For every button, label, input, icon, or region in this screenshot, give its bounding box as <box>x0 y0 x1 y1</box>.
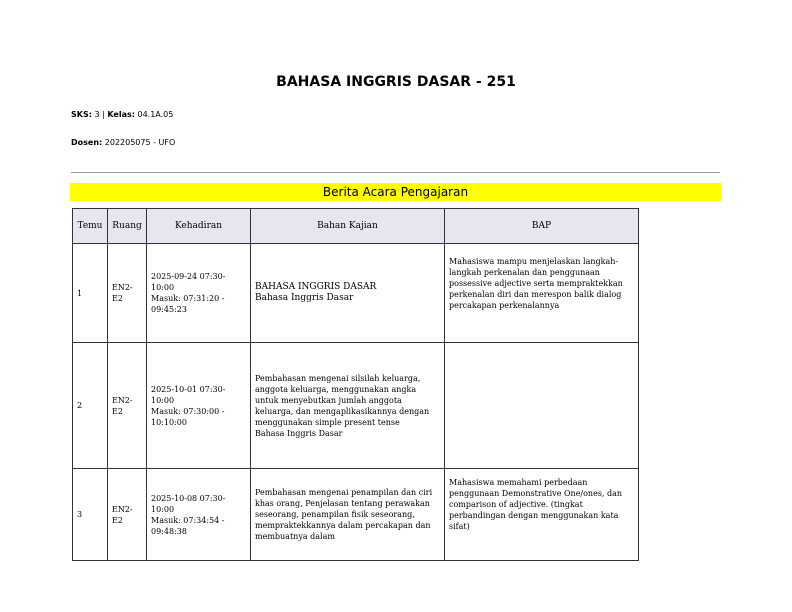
kehadiran-masuk: Masuk: 07:31:20 - 09:45:23 <box>151 294 225 314</box>
kehadiran-jadwal: 2025-09-24 07:30-10:00 <box>151 272 226 292</box>
section-banner: Berita Acara Pengajaran <box>70 183 721 201</box>
column-header-kehadiran: Kehadiran <box>147 209 251 244</box>
bahan-desc: Bahasa Inggris Dasar <box>255 428 343 438</box>
kehadiran-jadwal: 2025-10-01 07:30-10:00 <box>151 384 226 405</box>
kelas-label: Kelas: <box>107 110 135 119</box>
kelas-value: 04.1A.05 <box>137 110 174 119</box>
table-row <box>73 343 639 469</box>
kehadiran-masuk: Masuk: 07:34:54 - 09:48:38 <box>151 515 225 536</box>
column-header-temu: Temu <box>73 209 108 244</box>
page-title: BAHASA INGGRIS DASAR - 251 <box>276 74 516 90</box>
cell-ruang: EN2-E2 <box>108 343 147 469</box>
cell-bap <box>445 343 639 469</box>
bahan-desc: Bahasa Inggris Dasar <box>255 293 354 303</box>
cell-temu: 1 <box>73 244 108 343</box>
cell-ruang: EN2-E2 <box>108 244 147 343</box>
cell-kehadiran <box>147 343 251 469</box>
cell-kehadiran <box>147 244 251 343</box>
cell-kehadiran <box>147 469 251 561</box>
dosen-value: 202205075 - UFO <box>104 138 176 147</box>
table-row <box>73 244 639 343</box>
bahan-title: Pembahasan mengenai penampilan dan ciri khas orang, Penjelasan tentang perawakan seseorang, penampilan fisik seseorang, mempraktekkannya dalam percakapan dan membuatnya dalam <box>255 488 433 541</box>
divider <box>71 172 720 173</box>
cell-temu: 3 <box>73 469 108 561</box>
cell-temu: 2 <box>73 343 108 469</box>
column-header-ruang: Ruang <box>108 209 147 244</box>
kehadiran-masuk: Masuk: 07:30:00 - 10:10:00 <box>151 406 225 427</box>
bap-table <box>72 208 639 561</box>
cell-bahan-kajian <box>251 469 445 561</box>
cell-bahan-kajian <box>251 343 445 469</box>
cell-bap: Mahasiswa memahami perbedaan penggunaan Demonstrative One/ones, dan comparison of adjective. (tingkat perbandingan dengan menggunakan kata sifat) <box>445 469 639 561</box>
table-header-row <box>73 209 639 244</box>
column-header-bap: BAP <box>445 209 639 244</box>
table-row <box>73 469 639 561</box>
sks-label: SKS: <box>71 110 92 119</box>
cell-bahan-kajian <box>251 244 445 343</box>
sks-value: 3 | <box>94 110 105 119</box>
cell-bap: Mahasiswa mampu menjelaskan langkah-langkah perkenalan dan penggunaan possessive adjective serta mempraktekkan perkenalan diri dan merespon balik dialog percakapan perkenalannya <box>445 244 639 343</box>
kehadiran-jadwal: 2025-10-08 07:30-10:00 <box>151 493 226 514</box>
column-header-bahan-kajian: Bahan Kajian <box>251 209 445 244</box>
cell-ruang: EN2-E2 <box>108 469 147 561</box>
bahan-title: Pembahasan mengenai silsilah keluarga, anggota keluarga, menggunakan angka untuk menyebutkan jumlah anggota keluarga, dan mengaplikasikannya dengan menggunakan simple present tense <box>255 373 430 427</box>
bahan-title: BAHASA INGGRIS DASAR <box>255 282 377 292</box>
lecturer-meta <box>71 138 175 147</box>
dosen-label: Dosen: <box>71 138 103 147</box>
course-meta <box>71 110 173 119</box>
